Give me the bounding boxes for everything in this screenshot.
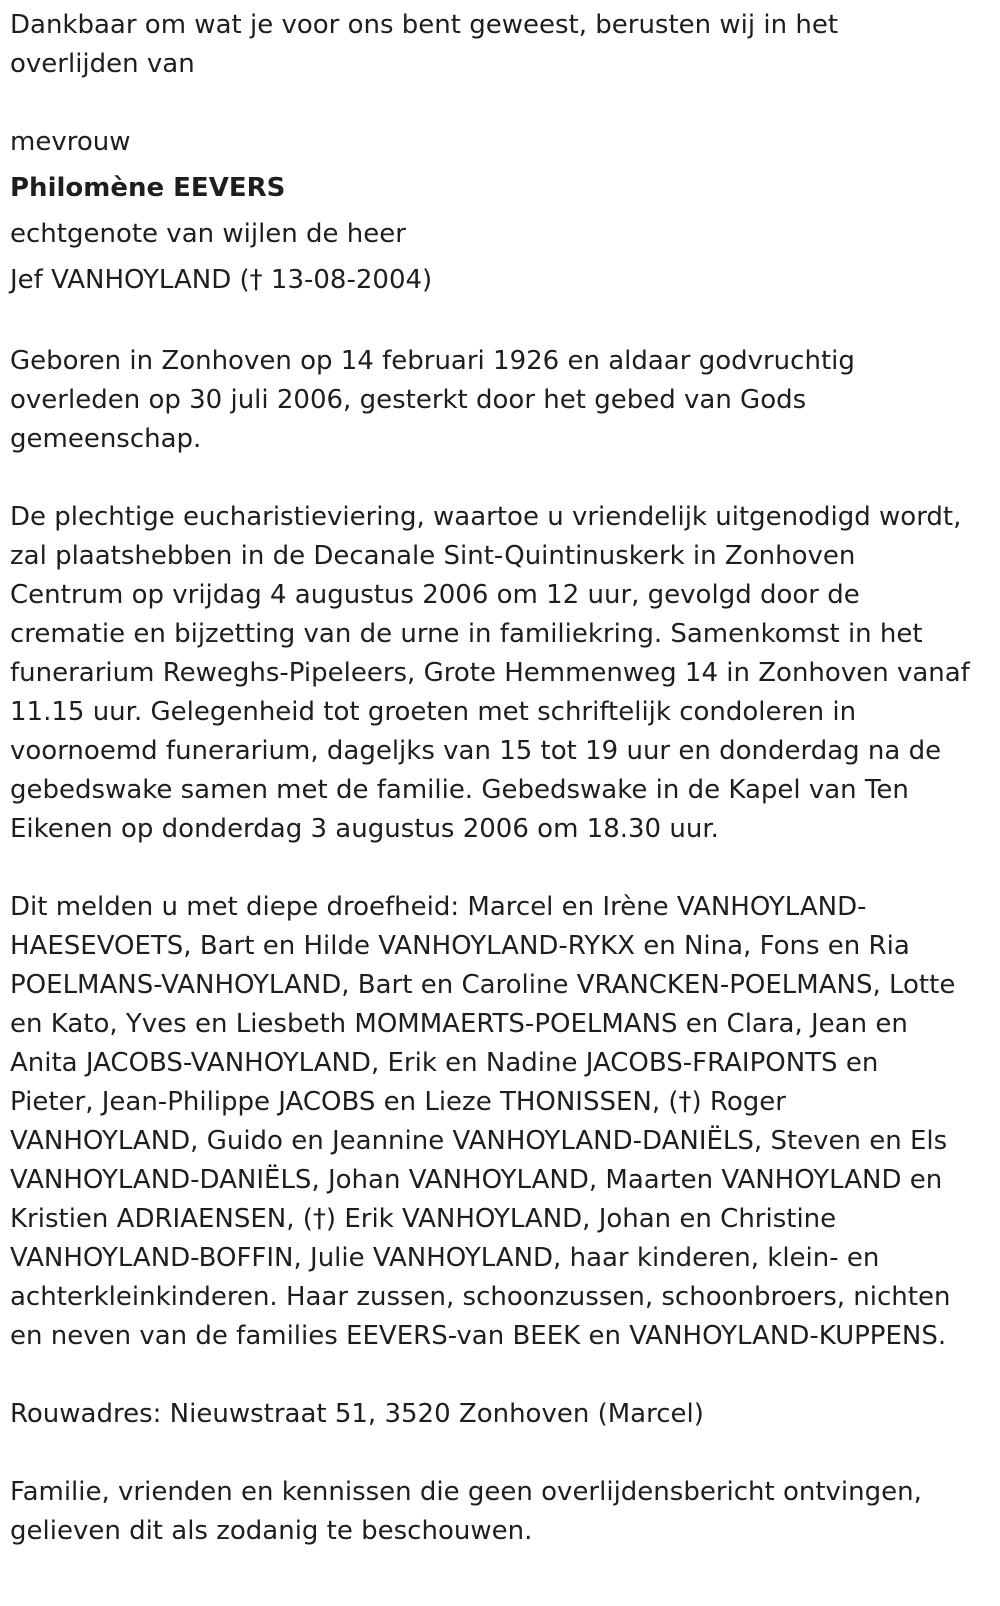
ceremony-text: De plechtige eucharistieviering, waartoe u vriendelijk uitgenodigd wordt, zal plaatshebben in de Decanale Sint-Quintinuskerk in Zonhoven Centrum op vrijdag 4 augustus 2006 om 12 uur, gevolgd door de crematie en bijzetting van de urne in familiekring. Samenkomst in het funerarium Reweghs-Pipeleers, Grote Hemmenweg 14 in Zonhoven vanaf 11.15 uur. Gelegenheid tot groeten met schriftelijk condoleren in voornoemd funerarium, dageljks van 15 tot 19 uur en donderdag na de gebedswake samen met de familie. Gebedswake in de Kapel van Ten Eikenen op donderdag 3 augustus 2006 om 18.30 uur. — [10, 502, 970, 844]
spacer — [10, 459, 970, 498]
spacer — [10, 849, 970, 888]
spacer — [10, 1434, 970, 1473]
closing-text: Familie, vrienden en kennissen die geen overlijdensbericht ontvingen, gelieven dit als zodanig te beschouwen. — [10, 1477, 922, 1546]
birth-death-text: Geboren in Zonhoven op 14 februari 1926 en aldaar godvruchtig overleden op 30 juli 2006, gesterkt door het gebed van Gods gemeenschap. — [10, 346, 855, 454]
deceased-name: Philomène EEVERS — [10, 173, 286, 203]
intro-text: Dankbaar om wat je voor ons bent geweest, berusten wij in het overlijden van — [10, 10, 839, 79]
spacer — [10, 1356, 970, 1395]
spouse-line-2: Jef VANHOYLAND († 13-08-2004) — [10, 265, 433, 295]
family-text: Dit melden u met diepe droefheid: Marcel en Irène VANHOYLAND-HAESEVOETS, Bart en Hilde VANHOYLAND-RYKX en Nina, Fons en Ria POELMANS-VANHOYLAND, Bart en Caroline VRANCKEN-POELMANS, Lotte en Kato, Yves en Liesbeth MOMMAERTS-POELMANS en Clara, Jean en Anita JACOBS-VANHOYLAND, Erik en Nadine JACOBS-FRAIPONTS en Pieter, Jean-Philippe JACOBS en Lieze THONISSEN, (†) Roger VANHOYLAND, Guido en Jeannine VANHOYLAND-DANIËLS, Steven en Els VANHOYLAND-DANIËLS, Johan VANHOYLAND, Maarten VANHOYLAND en Kristien ADRIAENSEN, (†) Erik VANHOYLAND, Johan en Christine VANHOYLAND-BOFFIN, Julie VANHOYLAND, haar kinderen, klein- en achterkleinkinderen. Haar zussen, schoonzussen, schoonbroers, nichten en neven van de families EEVERS-van BEEK en VANHOYLAND-KUPPENS. — [10, 892, 956, 1351]
spacer — [10, 84, 970, 123]
title-prefix: mevrouw — [10, 127, 131, 157]
spouse-line-1: echtgenote van wijlen de heer — [10, 219, 406, 249]
spacer — [10, 303, 970, 342]
address-text: Rouwadres: Nieuwstraat 51, 3520 Zonhoven (Marcel) — [10, 1399, 704, 1429]
